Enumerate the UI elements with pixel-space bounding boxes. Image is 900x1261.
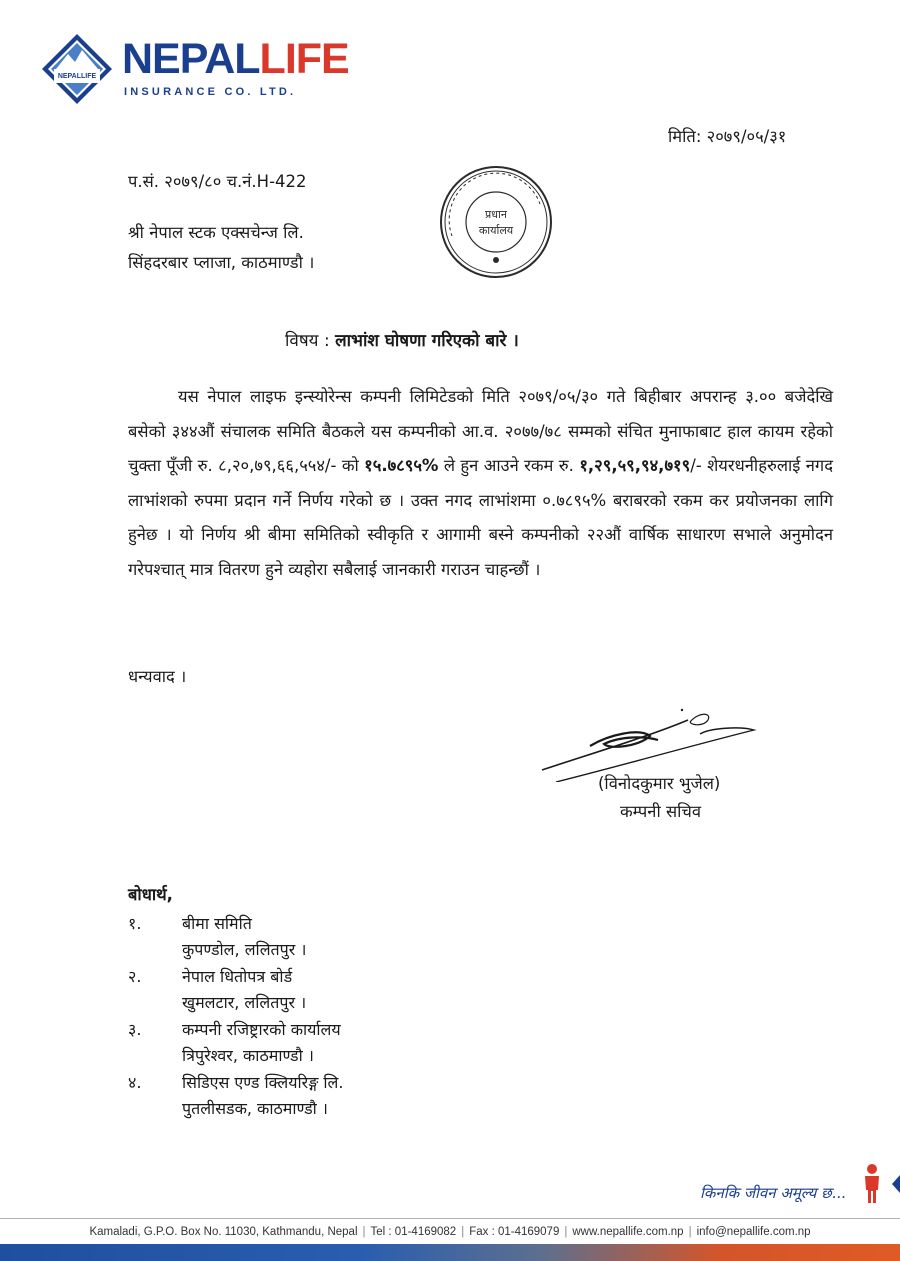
brand-name-part2: LIFE [259, 35, 349, 83]
cc-recipient: कम्पनी रजिष्ट्रारको कार्यालय [182, 1020, 341, 1039]
footer-separator: | [564, 1226, 568, 1238]
footer-fax: Fax : 01-4169079 [469, 1226, 560, 1238]
signature [540, 706, 760, 782]
cc-location: खुमलटार, ललितपुर । [182, 993, 307, 1012]
signer-title: कम्पनी सचिव [620, 802, 702, 821]
body-text-3: /- शेयरधनीहरुलाई नगद लाभांशको रुपमा प्रदान गर्ने निर्णय गरेको छ । उक्त नगद लाभांशमा ०.७८९५% बराबरको रकम कर प्रयोजनका लागि हुनेछ । यो निर्णय श्री बीमा समितिको स्वीकृति र आगामी बस्ने कम्पनीको २२औं वार्षिक साधारण सभाले अनुमोदन गरेपश्चात् मात्र वितरण हुने व्यहोरा सबैलाई जानकारी गराउन चाहन्छौं । [128, 456, 833, 579]
cc-number: ४. [128, 1073, 142, 1092]
letter-date: मिति: २०७९/०५/३१ [668, 127, 787, 146]
subject-label: विषय : [285, 331, 336, 351]
cc-heading: बोधार्थ, [128, 885, 173, 904]
cc-recipient: सिडिएस एण्ड क्लियरिङ्ग लि. [182, 1073, 344, 1092]
letter-closing: धन्यवाद । [128, 667, 187, 686]
letter-body [128, 380, 833, 588]
letter-reference: प.सं. २०७९/८० च.नं.H-422 [128, 172, 307, 191]
mountain-logo-icon [40, 32, 114, 106]
cc-number: २. [128, 967, 142, 986]
person-figure-icon [860, 1163, 900, 1205]
cc-location: पुतलीसडक, काठमाण्डौ । [182, 1099, 328, 1118]
footer-contact [0, 1226, 900, 1238]
footer-color-bar [0, 1244, 900, 1261]
cc-number: ३. [128, 1020, 142, 1039]
footer-divider [0, 1218, 900, 1219]
dividend-amount: १,२९,५९,९४,७१९ [579, 456, 691, 476]
recipient-address: सिंहदरबार प्लाजा, काठमाण्डौ । [128, 253, 315, 272]
svg-text:NEPALLIFE: NEPALLIFE [57, 73, 97, 80]
person-icon [860, 1163, 900, 1205]
office-stamp [438, 164, 554, 280]
footer-website[interactable]: www.nepallife.com.np [572, 1226, 684, 1238]
subject-text: लाभांश घोषणा गरिएको बारे । [335, 331, 519, 351]
body-text-1: यस नेपाल लाइफ इन्स्योरेन्स कम्पनी लिमिटेडको मिति २०७९/०५/३० गते बिहीबार अपरान्ह ३.०० बजेदेखि बसेको ३४४औं संचालक समिति बैठकले यस कम्पनीको आ.व. २०७७/७८ सम्मको संचित मुनाफाबाट हाल कायम रहेको चुक्ता पूँजी रु. ८,२०,७९,६६,५५४/- को [128, 387, 833, 476]
brand-name [122, 36, 349, 82]
footer-separator: | [688, 1226, 692, 1238]
signer-name: (विनोदकुमार भुजेल) [598, 774, 721, 793]
recipient-name: श्री नेपाल स्टक एक्सचेन्ज लि. [128, 223, 304, 242]
cc-recipient: बीमा समिति [182, 914, 252, 933]
company-logo-emblem [40, 32, 114, 106]
brand-subtitle: INSURANCE CO. LTD. [124, 86, 297, 98]
footer-address: Kamaladi, G.P.O. Box No. 11030, Kathmandu, Nepal [89, 1226, 358, 1238]
brand-name-part1: NEPAL [122, 35, 260, 83]
footer-separator: | [461, 1226, 465, 1238]
cc-recipient: नेपाल धितोपत्र बोर्ड [182, 967, 293, 986]
footer-email[interactable]: info@nepallife.com.np [696, 1226, 811, 1238]
cc-number: १. [128, 914, 142, 933]
company-slogan: किनकि जीवन अमूल्य छ... [700, 1184, 846, 1202]
signature-scribble-icon [540, 706, 760, 782]
footer-separator: | [362, 1226, 366, 1238]
letter-subject [285, 330, 519, 352]
dividend-rate: १५.७८९५% [364, 456, 439, 476]
svg-text:कार्यालय: कार्यालय [478, 224, 514, 237]
cc-location: त्रिपुरेश्वर, काठमाण्डौ । [182, 1046, 314, 1065]
cc-location: कुपण्डोल, ललितपुर । [182, 940, 307, 959]
stamp-seal-icon [438, 164, 554, 280]
footer-tel: Tel : 01-4169082 [370, 1226, 457, 1238]
body-text-2: ले हुन आउने रकम रु. [438, 456, 580, 476]
svg-text:प्रधान: प्रधान [485, 208, 507, 221]
